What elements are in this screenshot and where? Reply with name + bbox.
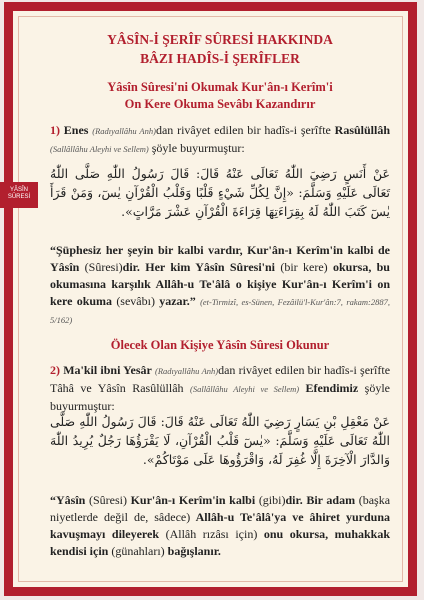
page-title-line1: YÂSÎN-İ ŞERÎF SÛRESİ HAKKINDA (107, 32, 333, 47)
hadith-number: 2) (50, 363, 60, 377)
quote-part: Allâh-u Te'âlâ'ya ve âhiret yurduna kavuşmayı dileyerek (50, 510, 390, 541)
quote-part: dir. Bir adam (285, 493, 356, 507)
narrator-name: Ma'kil ibni Yesâr (63, 363, 152, 377)
side-tab-line1: YÂSÎN (9, 187, 28, 193)
section2-heading: Ölecek Olan Kişiye Yâsîn Sûresi Okunur (110, 338, 330, 352)
side-tab-line2: SÛRESİ (7, 194, 31, 200)
prophet-name: Rasûlüllâh (334, 123, 391, 137)
section1-quote (50, 242, 390, 329)
side-tab-yasin[interactable] (0, 182, 38, 208)
quote-part: okursa, bu okumasına karşılık Allâh-u Te'âlâ o kişiye Kur'ân-ı Kerîm'i on kere okuma (50, 260, 390, 308)
prophet-honorific: (Sallâllâhu Aleyhi ve Sellem) (190, 384, 300, 394)
quote-part: “Yâsîn (50, 493, 86, 507)
intro-end-bold: Efendimiz (305, 381, 359, 395)
section2-quote (50, 492, 390, 560)
quote-part: “Şüphesiz her şeyin bir kalbi vardır, Kur'ân-ı Kerîm'in kalbi de Yâsîn (50, 243, 390, 274)
section2-intro (50, 362, 390, 415)
intro-text: dan rivâyet edilen bir hadîs-i şerîfte Tâhâ ve Yâsîn Rasûlüllâh (50, 363, 391, 395)
quote-paren: (gibi) (258, 493, 286, 507)
intro-end: şöyle buyurmuştur: (151, 141, 245, 155)
quote-paren: (günahları) (111, 544, 165, 558)
source-citation: (et-Tirmizî, es-Sünen, Fezâilü'l-Kur'ân:7, rakam:2887, 5/162) (50, 297, 390, 325)
quote-paren: (Allâh rızâsı için) (165, 527, 258, 541)
narrator-honorific: (Radıyallâhu Anh) (155, 366, 219, 376)
section1-heading-line2: On Kere Okuma Sevâbı Kazandırır (124, 97, 316, 111)
quote-paren: (Sûresi) (88, 493, 127, 507)
quote-paren: (sevâbı) (116, 294, 155, 308)
section1-intro (50, 122, 390, 158)
quote-part: onu okursa, muhakkak kendisi için (50, 527, 391, 558)
quote-paren: (başka niyetlerde değil de, sâdece) (50, 493, 391, 524)
intro-text: dan rivâyet edilen bir hadîs-i şerîfte (155, 123, 331, 137)
quote-part: bağışlanır. (167, 544, 221, 558)
narrator-name: Enes (63, 123, 89, 137)
quote-part: dir. Her kim Yâsîn Sûresi'ni (122, 260, 276, 274)
quote-paren: (Sûresi) (84, 260, 123, 274)
section1-arabic-text: عَنْ أَنَسٍ رَضِيَ اللّٰهُ تَعَالَى عَنْهُ قَالَ: قَالَ رَسُولُ اللّٰهِ صَلَّى اللّٰهُ تَعَالَى عَلَيْهِ وَسَلَّمَ: «إِنَّ لِكُلِّ شَيْءٍ قَلْبًا وَقَلْبُ الْقُرْآنِ يٰسٓ، وَمَنْ قَرَأَ يٰسٓ كَتَبَ اللّٰهُ لَهُ بِقِرَاءَتِهَا قِرَاءَةَ الْقُرْآنِ عَشْرَ مَرَّاتٍ». (50, 166, 390, 219)
quote-part: yazar.” (159, 294, 196, 308)
quote-paren: (bir kere) (280, 260, 328, 274)
narrator-honorific: (Radıyallâhu Anh) (92, 126, 156, 136)
quote-part: Kur'ân-ı Kerîm'in kalbi (130, 493, 256, 507)
intro-end: şöyle buyurmuştur: (50, 381, 391, 413)
hadith-number: 1) (50, 123, 60, 137)
page-title-line2: BÂZI HADÎS-İ ŞERÎFLER (140, 51, 300, 66)
section2-arabic-text: عَنْ مَعْقِلِ بْنِ يَسَارٍ رَضِيَ اللّٰهُ تَعَالَى عَنْهُ قَالَ: قَالَ رَسُولُ اللّٰهِ صَلَّى اللّٰهُ تَعَالَى عَلَيْهِ وَسَلَّمَ: «يٰسٓ قَلْبُ الْقُرْآنِ، لَا يَقْرَؤُهَا رَجُلٌ يُرِيدُ اللّٰهَ وَالدَّارَ الْآخِرَةَ إِلَّا غُفِرَ لَهُ، وَاقْرَؤُوهَا عَلَى مَوْتَاكُمْ». (50, 414, 390, 467)
prophet-honorific: (Sallâllâhu Aleyhi ve Sellem) (50, 144, 149, 154)
section1-heading-line1: Yâsîn Sûresi'ni Okumak Kur'ân-ı Kerîm'i (107, 80, 333, 94)
